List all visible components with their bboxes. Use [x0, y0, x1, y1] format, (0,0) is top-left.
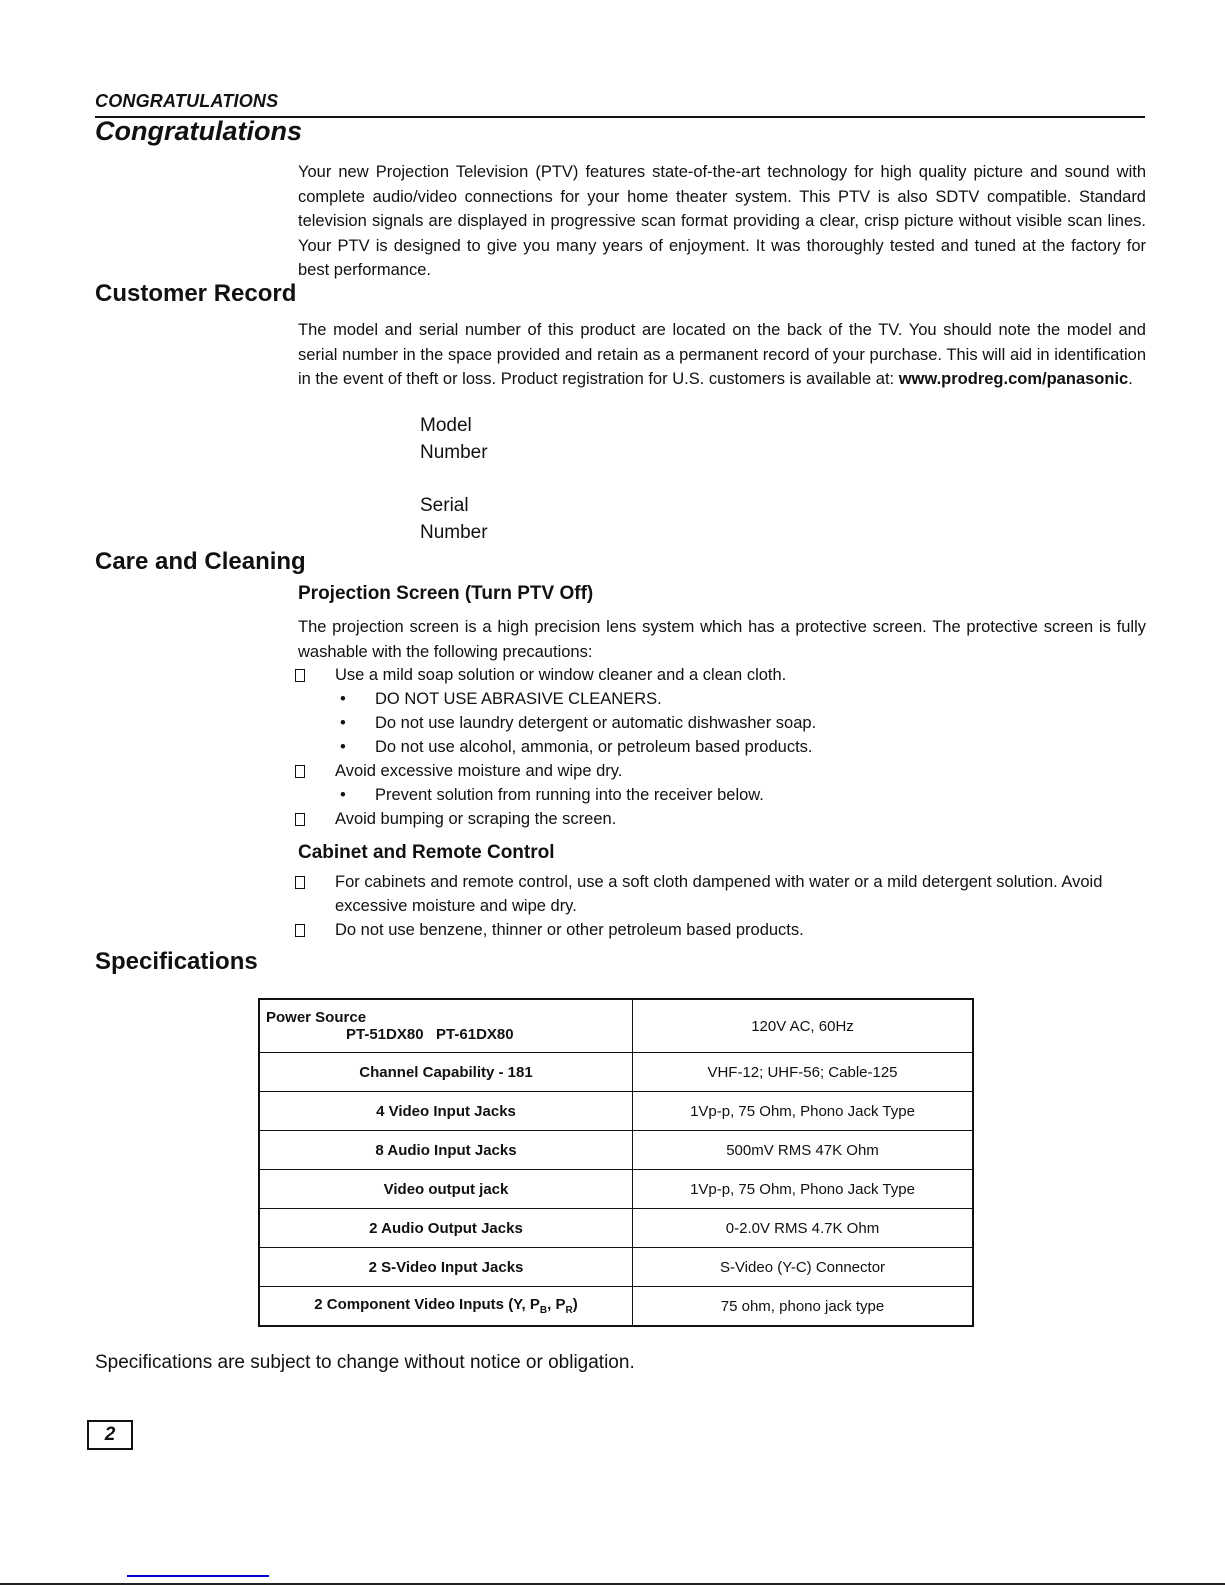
- component-label-sep: , P: [547, 1296, 566, 1313]
- sub-list-item: [290, 711, 1150, 735]
- intro-paragraph: Your new Projection Television (PTV) features state-of-the-art technology for high quality picture and sound with complete audio/video connections for your home theater system. This PTV is also SDTV compatible. Standard television signals are displayed in progressive scan format providing a clear, crisp picture without visible scan lines. Your PTV is designed to give you many years of enjoyment. It was thoroughly tested and tuned at the factory for best performance.: [298, 163, 1146, 279]
- checkbox-square-icon: [295, 765, 305, 778]
- spec-value-cell: 120V AC, 60Hz: [633, 999, 974, 1053]
- spec-label-cell: 2 S-Video Input Jacks: [259, 1248, 633, 1287]
- table-row: [259, 1209, 973, 1248]
- list-item-text: Avoid bumping or scraping the screen.: [335, 810, 617, 828]
- list-item-text: Do not use benzene, thinner or other petroleum based products.: [335, 921, 804, 939]
- sub-item-text: Prevent solution from running into the receiver below.: [375, 786, 764, 804]
- serial-number-label: [420, 492, 488, 546]
- punctuation: .: [1128, 370, 1133, 388]
- sub-item-text: DO NOT USE ABRASIVE CLEANERS.: [375, 690, 662, 708]
- subscript-b: B: [539, 1305, 548, 1316]
- sub-item-text: Do not use laundry detergent or automatic dishwasher soap.: [375, 714, 817, 732]
- sub-list-item: [290, 687, 1150, 711]
- page-title: Congratulations: [95, 116, 302, 146]
- list-item: [290, 918, 1150, 942]
- power-source-label: Power Source: [266, 1009, 367, 1026]
- sub-list-item: [290, 783, 1150, 807]
- customer-record-paragraph: [298, 318, 1146, 392]
- component-label-text: 2 Component Video Inputs (Y, P: [314, 1296, 540, 1313]
- projection-screen-paragraph: The projection screen is a high precision lens system which has a protective screen. The protective screen is fully washable with the following precautions:: [298, 618, 1146, 661]
- list-item-text: Avoid excessive moisture and wipe dry.: [335, 762, 623, 780]
- care-cleaning-heading: Care and Cleaning: [95, 548, 306, 575]
- power-source-models: PT-51DX80 PT-61DX80: [346, 1026, 514, 1043]
- cabinet-remote-heading: Cabinet and Remote Control: [298, 842, 555, 863]
- running-head-text: CONGRATULATIONS: [95, 91, 279, 111]
- spec-label-cell: Video output jack: [259, 1170, 633, 1209]
- serial-label-line2: Number: [420, 522, 488, 543]
- list-item: [290, 759, 1150, 783]
- model-number-label: [420, 412, 488, 466]
- list-item: [290, 807, 1150, 831]
- spec-label-cell: 4 Video Input Jacks: [259, 1092, 633, 1131]
- sub-list-item: [290, 735, 1150, 759]
- table-row: [259, 1248, 973, 1287]
- spec-value-cell: VHF-12; UHF-56; Cable-125: [633, 1053, 974, 1092]
- specifications-table: [258, 998, 974, 1327]
- sub-item-text: Do not use alcohol, ammonia, or petroleum based products.: [375, 738, 813, 756]
- customer-record-text: The model and serial number of this product are located on the back of the TV. You should note the model and serial number in the space provided and retain as a permanent record of your purchase. This will aid in identification in the event of theft or loss. Product registration for U.S. customers is available at:: [298, 321, 1146, 388]
- page-number: 2: [87, 1420, 133, 1450]
- table-row: [259, 1131, 973, 1170]
- list-item-text: Use a mild soap solution or window cleaner and a clean cloth.: [335, 666, 787, 684]
- spec-value-cell: 500mV RMS 47K Ohm: [633, 1131, 974, 1170]
- checkbox-square-icon: [295, 813, 305, 826]
- spec-label-cell: Channel Capability - 181: [259, 1053, 633, 1092]
- spec-value-cell: 1Vp-p, 75 Ohm, Phono Jack Type: [633, 1170, 974, 1209]
- subscript-r: R: [565, 1305, 573, 1316]
- table-row: [259, 1092, 973, 1131]
- running-head: [95, 90, 278, 113]
- spec-label-cell: 2 Audio Output Jacks: [259, 1209, 633, 1248]
- spec-value-cell: 1Vp-p, 75 Ohm, Phono Jack Type: [633, 1092, 974, 1131]
- model-label-line1: Model: [420, 415, 472, 436]
- cabinet-precautions-list: [290, 870, 1150, 942]
- list-item: [290, 663, 1150, 687]
- table-row: [259, 1287, 973, 1327]
- model-label-line2: Number: [420, 442, 488, 463]
- bullet-icon: •: [340, 714, 346, 732]
- serial-label-line1: Serial: [420, 495, 469, 516]
- specifications-heading: Specifications: [95, 948, 258, 975]
- checkbox-square-icon: [295, 669, 305, 682]
- spec-value-cell: 75 ohm, phono jack type: [633, 1287, 974, 1327]
- scan-artifact-line: [127, 1575, 269, 1577]
- registration-link[interactable]: www.prodreg.com/panasonic: [898, 370, 1129, 388]
- list-item: [290, 870, 1150, 918]
- checkbox-square-icon: [295, 924, 305, 937]
- bullet-icon: •: [340, 690, 346, 708]
- screen-precautions-list: [290, 663, 1150, 831]
- customer-record-heading: Customer Record: [95, 280, 297, 307]
- specifications-note: Specifications are subject to change without notice or obligation.: [95, 1352, 635, 1373]
- projection-screen-heading: Projection Screen (Turn PTV Off): [298, 583, 594, 604]
- bullet-icon: •: [340, 786, 346, 804]
- table-row: [259, 1170, 973, 1209]
- component-label-suffix: ): [572, 1296, 578, 1313]
- spec-value-cell: 0-2.0V RMS 4.7K Ohm: [633, 1209, 974, 1248]
- spec-value-cell: S-Video (Y-C) Connector: [633, 1248, 974, 1287]
- list-item-text: For cabinets and remote control, use a soft cloth dampened with water or a mild detergent solution. Avoid excessive moisture and wipe dry.: [335, 873, 1103, 915]
- table-row: [259, 1053, 973, 1092]
- spec-label-cell: [259, 999, 633, 1053]
- table-row: [259, 999, 973, 1053]
- checkbox-square-icon: [295, 876, 305, 889]
- spec-label-cell: 8 Audio Input Jacks: [259, 1131, 633, 1170]
- bullet-icon: •: [340, 738, 346, 756]
- spec-label-cell: [259, 1287, 633, 1327]
